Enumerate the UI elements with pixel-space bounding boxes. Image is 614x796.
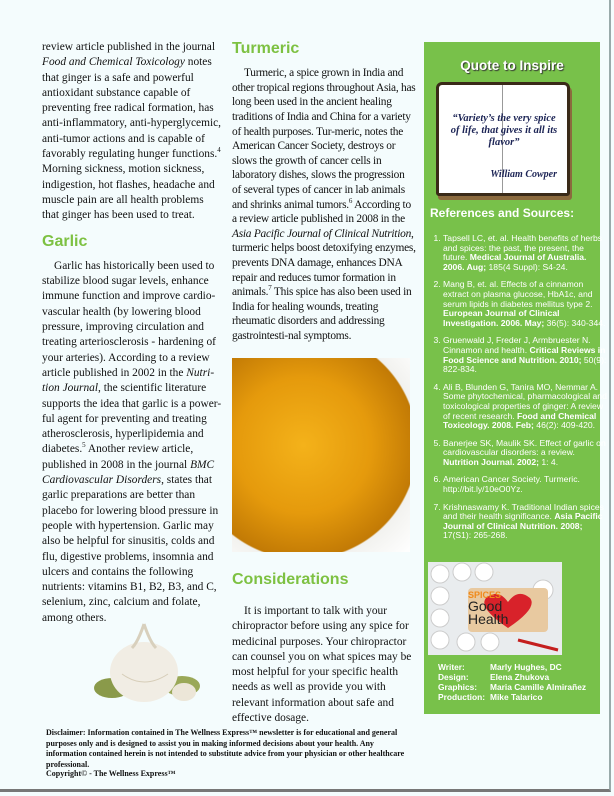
turmeric-paragraph: Turmeric, a spice grown in India and other tropical regions throughout Asia, has long been used in the ancient healing traditions of India and China for a variety of health purposes. Tur-meric, notes the American Cancer Society, destroys or slows the growth of cancer cells in laboratory dishes, slows the progression of several types of cancer in lab animals and shrinks animal tumors.$^6$ According to a review article published in 2008 in the Asia Pacific Journal of Clinical Nutrition, turmeric helps boost detoxifying enzymes, prevents DNA damage, enhances DNA repair and reduces tumor formation in animals.$^7$ This spice has also been used in India for healing wounds, treating rheumatic disorders and addressing gastrointesti-nal symptoms.: [232, 67, 416, 342]
sidebar: [424, 42, 607, 714]
credit-row: Graphics: Maria Camille Almirañez: [438, 682, 587, 692]
credit-row: Production: Mike Talarico: [438, 692, 543, 702]
open-book-image: [436, 82, 570, 196]
copyright: Copyright© - The Wellness Express™: [46, 769, 176, 778]
reference-item: 7. Krishnaswamy K. Traditional Indian spices and their health significance. Asia Pacific Journal of Clinical Nutrition. 2008; 17(S1): 265-268.: [443, 503, 609, 541]
left-column: [42, 40, 222, 626]
middle-column: [232, 40, 416, 725]
quote-author: William Cowper: [490, 169, 557, 180]
turmeric-heading: Turmeric: [232, 40, 300, 57]
disclaimer: Disclaimer: Information contained in The Wellness Express™ newsletter is for educational and general purposes only and is designed to assist you in making informed decisions about your health. Any information contained herein is not intended to substitute advice from your physician or other healthcare professional.: [46, 728, 405, 769]
quote-text: “Variety’s the very spice of life, that gives it all its flavor”: [450, 113, 558, 148]
considerations-paragraph: It is important to talk with your chiropractor before using any spice for medicinal purposes. Your chiropractor can counsel you on what spices may be most helpful for your specific health needs as well as provide you with relevant information about safe and effective dosage.: [232, 605, 412, 725]
reference-item: 1. Tapsell LC, et. al. Health benefits of herbs and spices: the past, the present, the future. Medical Journal of Australia. 2006. Aug; 185(4 Suppl): S4-24.: [443, 234, 609, 272]
garlic-image: [92, 614, 202, 706]
credit-row: Writer: Marly Hughes, DC: [438, 662, 562, 672]
turmeric-image: [232, 358, 410, 552]
garlic-heading: Garlic: [42, 232, 88, 250]
spices-label: SPICES: [468, 590, 502, 600]
references-list: [430, 234, 609, 549]
garlic-paragraph: Garlic has historically been used to stabilize blood sugar levels, enhance immune function and improve cardio-vascular health (by lowering blood pressure, improving circulation and treating arteriosclerosis - hardening of your arteries). According to a review article published in 2002 in the Nutri-tion Journal, the scientific literature supports the idea that garlic is a power-ful agent for preventing and treating atherosclerosis, hyperlipidemia and diabetes.$^5$ Another review article, published in 2008 in the journal BMC Cardiovascular Disorders, states that garlic preparations are better than placebo for lowering blood pressure in people with hypertension. Garlic may also be helpful for sinusitis, colds and flu, digestive problems, insomnia and ulcers and contains the following nutrients: vitamins B1, B2, B3, and C, selenium, zinc, calcium and folate, among others.: [42, 259, 222, 624]
credits-table: [438, 662, 586, 702]
references-heading: References and Sources:: [430, 206, 575, 220]
reference-item: 6. American Cancer Society. Turmeric. http://bit.ly/10eO0Yz.: [443, 475, 609, 494]
reference-item: 4. Ali B, Blunden G, Tanira MO, Nemmar A. Some phytochemical, pharmacological and toxicological properties of ginger: A review of recent research. Food and Chemical Toxicology. 2008. Feb; 46(2): 409-420.: [443, 383, 609, 431]
reference-item: 3. Gruenwald J, Freder J, Armbruester N. Cinnamon and health. Critical Reviews in Food Science and Nutrition. 2010; 50(9): 822-834.: [443, 336, 609, 374]
spices-good-health-image: [428, 562, 562, 655]
quote-title: Quote to Inspire: [460, 58, 564, 73]
reference-item: 2. Mang B, et. al. Effects of a cinnamon extract on plasma glucose, HbA1c, and serum lipids in diabetes mellitus type 2. European Journal of Clinical Investigation. 2006. May; 36(5): 340-344.: [443, 280, 609, 328]
reference-item: 5. Banerjee SK, Maulik SK. Effect of garlic on cardiovascular disorders: a review. Nutrition Journal. 2002; 1: 4.: [443, 439, 609, 468]
credit-row: Design: Elena Zhukova: [438, 672, 550, 682]
considerations-heading: Considerations: [232, 571, 349, 588]
ginger-paragraph: review article published in the journal Food and Chemical Toxicology notes that ginger is a safe and powerful antioxidant substance capable of preventing free radical formation, has anti-inflammatory, anti-hyperglycemic, anti-tumor actions and is capable of favorably regulating hunger functions.$^4$ Morning sickness, motion sickness, indigestion, hot flashes, headache and muscle pain are all health problems that ginger has been used to treat.: [42, 41, 222, 222]
good-health-label: Good Health: [468, 598, 509, 627]
